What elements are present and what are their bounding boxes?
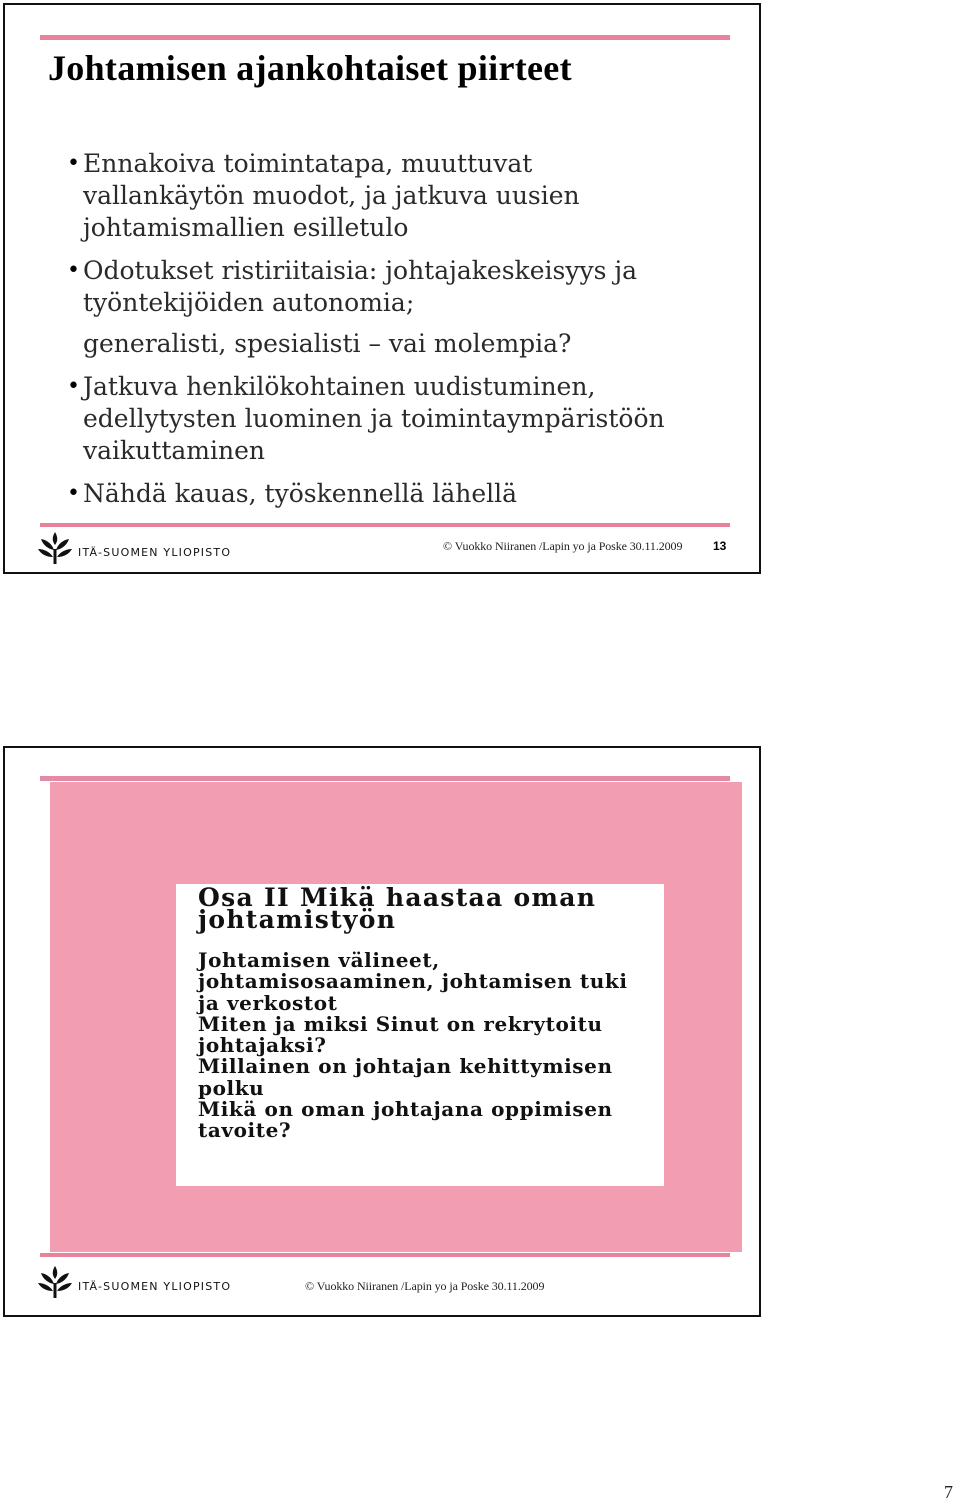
bullet-continuation xyxy=(67,328,717,360)
bullet-item xyxy=(67,255,717,319)
slide-1 xyxy=(3,3,761,574)
bullet-line: vaikuttaminen xyxy=(83,436,265,465)
section-title-line: johtamistyön xyxy=(198,905,397,934)
bullet-line: Nähdä kauas, työskennellä lähellä xyxy=(83,479,518,508)
university-logo xyxy=(37,531,231,565)
footer-accent-line xyxy=(40,1253,730,1257)
bullet-dot: • xyxy=(67,481,80,506)
section-content-box xyxy=(176,884,664,1186)
bullet-line: edellytysten luominen ja toimintaympäristöön xyxy=(83,404,665,433)
section-line: Miten ja miksi Sinut on rekrytoitu xyxy=(198,1011,603,1036)
bullet-item xyxy=(67,371,717,467)
footer-credit: © Vuokko Niiranen /Lapin yo ja Poske 30.11.2009 xyxy=(305,1279,545,1293)
document-page-number: 7 xyxy=(944,1482,953,1502)
university-logo xyxy=(37,1265,231,1299)
section-line: johtamisosaaminen, johtamisen tuki xyxy=(198,969,628,994)
slide-title: Johtamisen ajankohtaiset piirteet xyxy=(48,48,572,88)
section-line: Mikä on oman johtajana oppimisen xyxy=(198,1097,613,1122)
bullet-line: työntekijöiden autonomia; xyxy=(83,288,415,317)
bullet-line: generalisti, spesialisti – vai molempia? xyxy=(83,329,572,358)
section-title-line: Osa II Mikä haastaa oman xyxy=(198,883,597,912)
section-line: Johtamisen välineet, xyxy=(198,948,440,972)
slide-2 xyxy=(3,746,761,1317)
footer-credit: © Vuokko Niiranen /Lapin yo ja Poske 30.11.2009 xyxy=(443,539,683,553)
bullet-list xyxy=(67,148,717,521)
footer-accent-line xyxy=(40,523,730,527)
section-line: tavoite? xyxy=(198,1118,292,1143)
slide-page-number: 13 xyxy=(713,539,727,553)
bullet-line: vallankäytön muodot, ja jatkuva uusien xyxy=(83,181,580,210)
bullet-item xyxy=(67,148,717,244)
section-title xyxy=(198,883,652,934)
bullet-line: johtamismallien esilletulo xyxy=(83,213,409,242)
section-line: polku xyxy=(198,1075,265,1100)
bullet-dot: • xyxy=(67,151,80,176)
title-accent-line xyxy=(40,776,730,781)
section-line: ja verkostot xyxy=(198,990,338,1015)
section-line: Millainen on johtajan kehittymisen xyxy=(198,1054,613,1079)
bullet-line: Jatkuva henkilökohtainen uudistuminen, xyxy=(83,372,596,401)
bullet-line: Ennakoiva toimintatapa, muuttuvat xyxy=(83,149,533,178)
tree-logo-icon xyxy=(37,1265,73,1299)
bullet-line: Odotukset ristiriitaisia: johtajakeskeisyys ja xyxy=(83,256,638,285)
bullet-dot: • xyxy=(67,374,80,399)
logo-text: ITÄ-SUOMEN YLIOPISTO xyxy=(78,545,232,559)
bullet-dot: • xyxy=(67,258,80,283)
tree-logo-icon xyxy=(37,531,73,565)
title-accent-line xyxy=(40,35,730,40)
section-line: johtajaksi? xyxy=(198,1033,327,1058)
bullet-item xyxy=(67,478,717,510)
logo-text: ITÄ-SUOMEN YLIOPISTO xyxy=(78,1279,232,1293)
